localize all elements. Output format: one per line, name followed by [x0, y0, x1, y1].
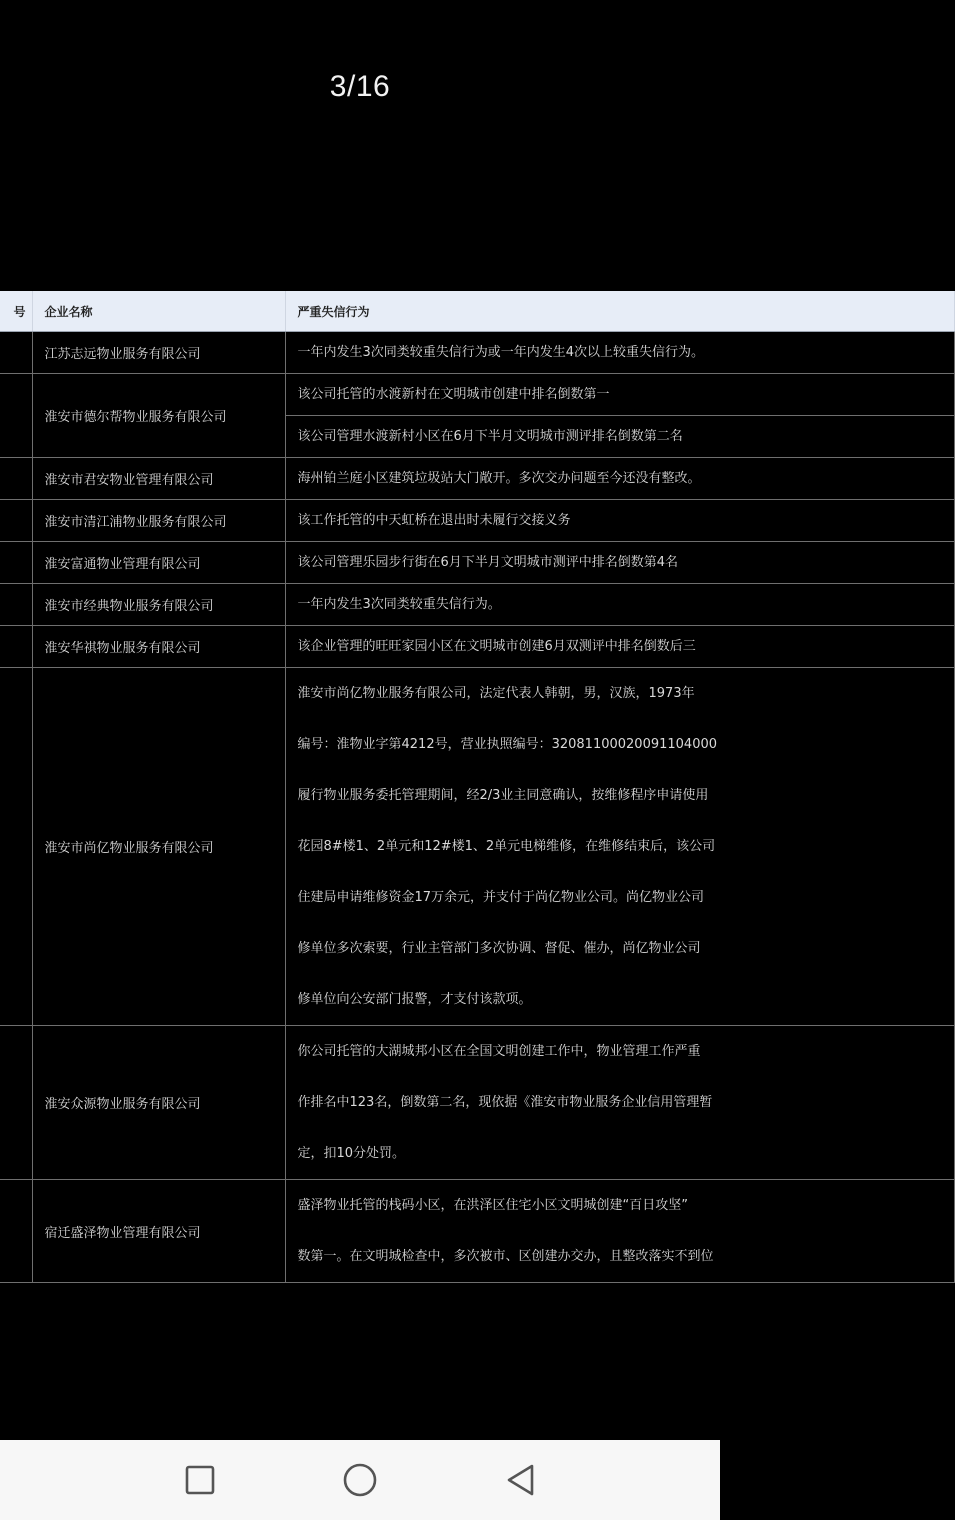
behavior-cell: [285, 668, 954, 1026]
behavior-line: 住建局申请维修资金17万余元，并支付于尚亿物业公司。尚亿物业公司: [297, 890, 705, 905]
behavior-line: 定，扣10分处罚。: [297, 1146, 406, 1161]
behavior-line: 修单位向公安部门报警，才支付该款项。: [297, 992, 532, 1007]
company-name-cell: 淮安富通物业管理有限公司: [32, 542, 285, 584]
behavior-line: 一年内发生3次同类较重失信行为。: [297, 597, 501, 612]
behavior-cell: [285, 626, 954, 668]
company-name-cell: 江苏志远物业服务有限公司: [32, 332, 285, 374]
behavior-cell: [285, 1026, 954, 1180]
behavior-line: 作排名中123名，倒数第二名，现依据《淮安市物业服务企业信用管理暂: [297, 1095, 713, 1110]
table-row: [0, 1180, 954, 1283]
behavior-line: 你公司托管的大湖城邦小区在全国文明创建工作中，物业管理工作严重: [297, 1044, 701, 1059]
company-name-cell: 淮安市清江浦物业服务有限公司: [32, 500, 285, 542]
home-circle-icon: [342, 1462, 378, 1498]
behavior-line: 数第一。在文明城检查中，多次被市、区创建办交办，且整改落实不到位: [297, 1249, 714, 1264]
behavior-line: 花园8#楼1、2单元和12#楼1、2单元电梯维修，在维修结束后，该公司: [297, 839, 716, 854]
behavior-cell: [285, 1180, 954, 1283]
table-row: [0, 458, 954, 500]
company-name-cell: 淮安市尚亿物业服务有限公司: [32, 668, 285, 1026]
table-row: [0, 374, 954, 458]
table-row: [0, 584, 954, 626]
row-number-cell: [0, 542, 32, 584]
behavior-line: 该公司管理水渡新村小区在6月下半月文明城市测评排名倒数第二名: [297, 429, 683, 444]
back-button[interactable]: [500, 1460, 540, 1500]
header-no: 号: [0, 291, 32, 332]
company-name-cell: 淮安华祺物业服务有限公司: [32, 626, 285, 668]
row-number-cell: [0, 1180, 32, 1283]
behavior-line: 编号：淮物业字第4212号，营业执照编号：32081100020091104000: [297, 737, 718, 752]
behavior-cell: [285, 374, 954, 458]
page-counter: 3/16: [329, 70, 391, 103]
behavior-line: 履行物业服务委托管理期间，经2/3业主同意确认，按维修程序申请使用: [297, 788, 709, 803]
company-name-cell: 淮安众源物业服务有限公司: [32, 1026, 285, 1180]
header-company-name: 企业名称: [32, 291, 285, 332]
table-row: [0, 668, 954, 1026]
back-triangle-icon: [504, 1463, 536, 1497]
table-header-row: [0, 291, 954, 332]
document-image[interactable]: [0, 291, 720, 1264]
behavior-line: 该公司托管的水渡新村在文明城市创建中排名倒数第一: [286, 374, 954, 416]
credit-table: [0, 291, 955, 1283]
table-row: [0, 1026, 954, 1180]
header-behavior: 严重失信行为: [285, 291, 954, 332]
row-number-cell: [0, 458, 32, 500]
system-navigation-bar: [0, 1440, 720, 1520]
behavior-line: 该公司管理乐园步行街在6月下半月文明城市测评中排名倒数第4名: [297, 555, 679, 570]
behavior-line: 海州铂兰庭小区建筑垃圾站大门敞开。多次交办问题至今还没有整改。: [297, 471, 701, 486]
behavior-cell: [285, 332, 954, 374]
behavior-line: 淮安市尚亿物业服务有限公司，法定代表人韩朝，男，汉族，1973年: [297, 686, 695, 701]
behavior-cell: [285, 500, 954, 542]
behavior-line: 盛泽物业托管的栈码小区，在洪泽区住宅小区文明城创建“百日攻坚”: [297, 1198, 688, 1213]
row-number-cell: [0, 1026, 32, 1180]
behavior-line: 一年内发生3次同类较重失信行为或一年内发生4次以上较重失信行为。: [297, 345, 705, 360]
behavior-cell: [285, 584, 954, 626]
row-number-cell: [0, 374, 32, 458]
company-name-cell: 宿迁盛泽物业管理有限公司: [32, 1180, 285, 1283]
table-row: [0, 500, 954, 542]
company-name-cell: 淮安市君安物业管理有限公司: [32, 458, 285, 500]
table-row: [0, 542, 954, 584]
company-name-cell: 淮安市经典物业服务有限公司: [32, 584, 285, 626]
recent-apps-square-icon: [184, 1464, 216, 1496]
behavior-line: 该工作托管的中天虹桥在退出时未履行交接义务: [297, 513, 571, 528]
row-number-cell: [0, 626, 32, 668]
behavior-line: 修单位多次索要，行业主管部门多次协调、督促、催办，尚亿物业公司: [297, 941, 701, 956]
home-button[interactable]: [340, 1460, 380, 1500]
behavior-cell: [285, 542, 954, 584]
behavior-line: 该企业管理的旺旺家园小区在文明城市创建6月双测评中排名倒数后三: [297, 639, 696, 654]
row-number-cell: [0, 500, 32, 542]
recent-apps-button[interactable]: [180, 1460, 220, 1500]
behavior-cell: [285, 458, 954, 500]
row-number-cell: [0, 332, 32, 374]
row-number-cell: [0, 668, 32, 1026]
table-row: [0, 626, 954, 668]
table-row: [0, 332, 954, 374]
company-name-cell: 淮安市德尔帮物业服务有限公司: [32, 374, 285, 458]
row-number-cell: [0, 584, 32, 626]
